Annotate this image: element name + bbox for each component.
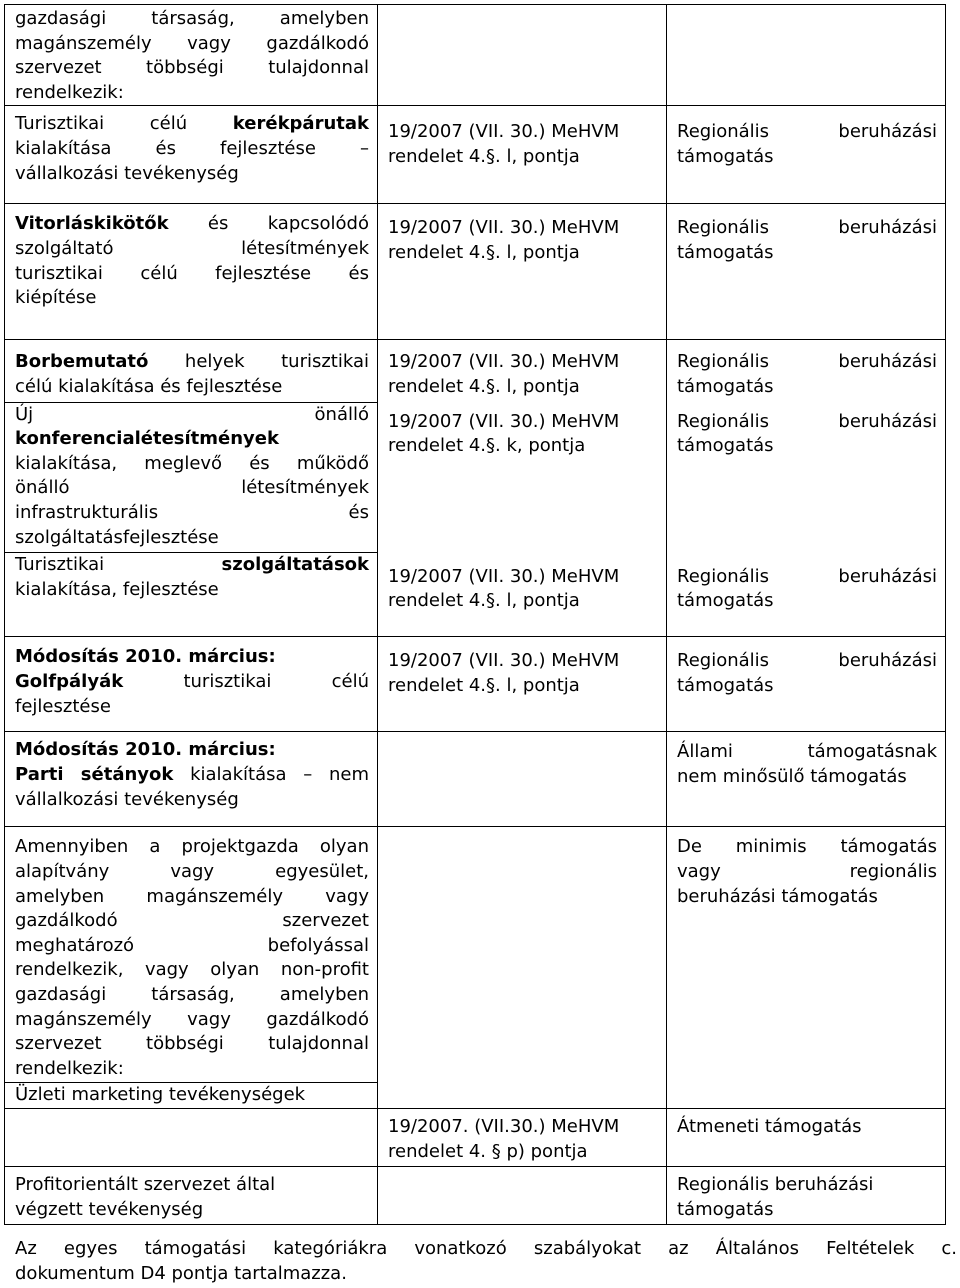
activity-text: Turisztikai célú [15,113,233,135]
support-type-line: támogatás [677,375,774,397]
legal-basis-line: rendelet 4.§. l, pontja [388,590,580,612]
support-type-line: Regionális beruházási [677,121,937,143]
activity-line: kialakítása és fejlesztése – [15,137,369,159]
support-type-cell [667,5,946,106]
support-type-line: Regionális beruházási [677,351,937,373]
legal-basis-cell [378,1166,667,1224]
footer-line: dokumentum D4 pontja tartalmazza. [15,1263,347,1284]
activity-cell [5,5,378,106]
support-type-line: Regionális beruházási [677,565,937,587]
legal-basis-line: rendelet 4.§. l, pontja [388,145,580,167]
legal-basis-line: rendelet 4.§. k, pontja [388,435,586,457]
activity-line: magánszemély vagy gazdálkodó [15,1008,369,1030]
legal-basis-cell [378,340,667,637]
activity-line: rendelkezik, vagy olyan non-profit [15,959,369,981]
activity-line: önálló létesítmények [15,477,369,499]
support-type-line: támogatás [677,241,774,263]
support-type-cell [667,827,946,1109]
support-type-cell [667,637,946,732]
activity-line: szervezet többségi tulajdonnal [15,1033,369,1055]
table-row [5,732,946,827]
activity-line: vállalkozási tevékenység [15,162,239,184]
legal-basis-cell [378,637,667,732]
activity-text: Turisztikai [15,554,222,576]
table-row [5,340,946,637]
support-type-cell [667,1108,946,1166]
support-type-line: Átmeneti támogatás [677,1115,862,1137]
support-type-line: Regionális beruházási [677,217,937,239]
activity-cell [5,340,378,637]
activity-line: gazdálkodó szervezet [15,910,369,932]
activity-line: szolgáltatásfejlesztése [15,526,219,548]
legal-basis-line: rendelet 4.§. l, pontja [388,375,580,397]
legal-basis-line: 19/2007 (VII. 30.) MeHVM [388,410,620,432]
activity-line: kialakítása, meglevő és működő [15,452,369,474]
activity-cell [5,732,378,827]
legal-basis-line: rendelet 4.§. l, pontja [388,674,580,696]
support-type-line: Állami támogatásnak [677,741,937,763]
activity-line: kialakítása, fejlesztése [15,578,219,600]
activity-line: szervezet többségi tulajdonnal [15,57,369,79]
support-type-cell [667,732,946,827]
activity-line: gazdasági társaság, amelyben [15,8,369,29]
activity-line: rendelkezik: [15,1057,124,1079]
legal-basis-cell [378,732,667,827]
support-type-line: Regionális beruházási [677,650,937,672]
activity-highlight: szolgáltatások [221,554,369,576]
support-type-cell [667,106,946,204]
table-row [5,5,946,106]
legal-basis-line: 19/2007 (VII. 30.) MeHVM [388,351,620,373]
legal-basis-line: rendelet 4.§. l, pontja [388,241,580,263]
legal-basis-line: 19/2007 (VII. 30.) MeHVM [388,217,620,239]
activity-line: célú kialakítása és fejlesztése [15,375,283,397]
activity-line: végzett tevékenység [15,1198,204,1220]
activity-line: meghatározó befolyással [15,934,369,956]
support-type-line: támogatás [677,435,774,457]
legal-basis-line: 19/2007 (VII. 30.) MeHVM [388,121,620,143]
footer-note [15,1236,957,1286]
support-categories-table [4,4,946,1225]
table-row [5,1166,946,1224]
support-type-line: támogatás [677,674,774,696]
legal-basis-line: 19/2007 (VII. 30.) MeHVM [388,565,620,587]
activity-cell [5,827,378,1109]
support-type-line: vagy regionális [677,860,937,882]
activity-line: kiépítése [15,287,97,309]
support-type-line: Regionális beruházási [677,1173,874,1195]
activity-cell [5,1108,378,1166]
support-type-line: De minimis támogatás [677,836,937,858]
legal-basis-line: 19/2007. (VII.30.) MeHVM [388,1115,620,1137]
support-type-cell [667,204,946,340]
activity-line: rendelkezik: [15,81,124,103]
activity-line: magánszemély vagy gazdálkodó [15,32,369,54]
activity-line: infrastrukturális és [15,501,369,523]
activity-line: szolgáltató létesítmények [15,237,369,259]
activity-line: turisztikai célú fejlesztése és [15,262,369,284]
activity-highlight: konferencialétesítmények [15,428,279,450]
activity-line: Üzleti marketing tevékenységek [15,1084,306,1106]
table-row [5,1108,946,1166]
activity-highlight: Vitorláskikötők [15,213,169,235]
activity-line: vállalkozási tevékenység [15,788,239,810]
activity-line: fejlesztése [15,695,111,717]
activity-text: és kapcsolódó [168,213,369,235]
activity-highlight: Golfpályák [15,670,124,692]
activity-highlight: kerékpárutak [232,113,369,135]
legal-basis-cell [378,5,667,106]
modification-label: Módosítás 2010. március: [15,646,276,668]
activity-line: Amennyiben a projektgazda olyan [15,836,369,858]
activity-text: helyek turisztikai [148,351,369,373]
modification-label: Módosítás 2010. március: [15,739,276,761]
support-type-cell [667,1166,946,1224]
footer-line: Az egyes támogatási kategóriákra vonatkozó szabályokat az Általános Feltételek c. [15,1238,957,1259]
activity-text: kialakítása – nem [173,763,369,785]
legal-basis-cell [378,204,667,340]
support-type-line: Regionális beruházási [677,410,937,432]
activity-cell [5,1166,378,1224]
activity-cell [5,637,378,732]
activity-cell [5,106,378,204]
support-type-line: támogatás [677,1198,774,1220]
support-type-line: nem minősülő támogatás [677,765,907,787]
table-row [5,106,946,204]
activity-line: Profitorientált szervezet által [15,1173,276,1195]
table-row [5,204,946,340]
legal-basis-line: rendelet 4. § p) pontja [388,1140,588,1162]
table-row [5,827,946,1109]
activity-line: gazdasági társaság, amelyben [15,983,369,1005]
activity-cell [5,204,378,340]
legal-basis-cell [378,827,667,1109]
activity-line: Új önálló [15,403,369,425]
support-type-cell [667,340,946,637]
support-type-line: támogatás [677,145,774,167]
table-row [5,637,946,732]
activity-text: turisztikai célú [123,670,369,692]
activity-line: amelyben magánszemély vagy [15,885,369,907]
activity-highlight: Borbemutató [15,351,149,373]
legal-basis-cell [378,1108,667,1166]
support-type-line: beruházási támogatás [677,885,878,907]
legal-basis-cell [378,106,667,204]
legal-basis-line: 19/2007 (VII. 30.) MeHVM [388,650,620,672]
activity-highlight: Parti sétányok [15,763,174,785]
support-type-line: támogatás [677,590,774,612]
activity-line: alapítvány vagy egyesület, [15,860,369,882]
